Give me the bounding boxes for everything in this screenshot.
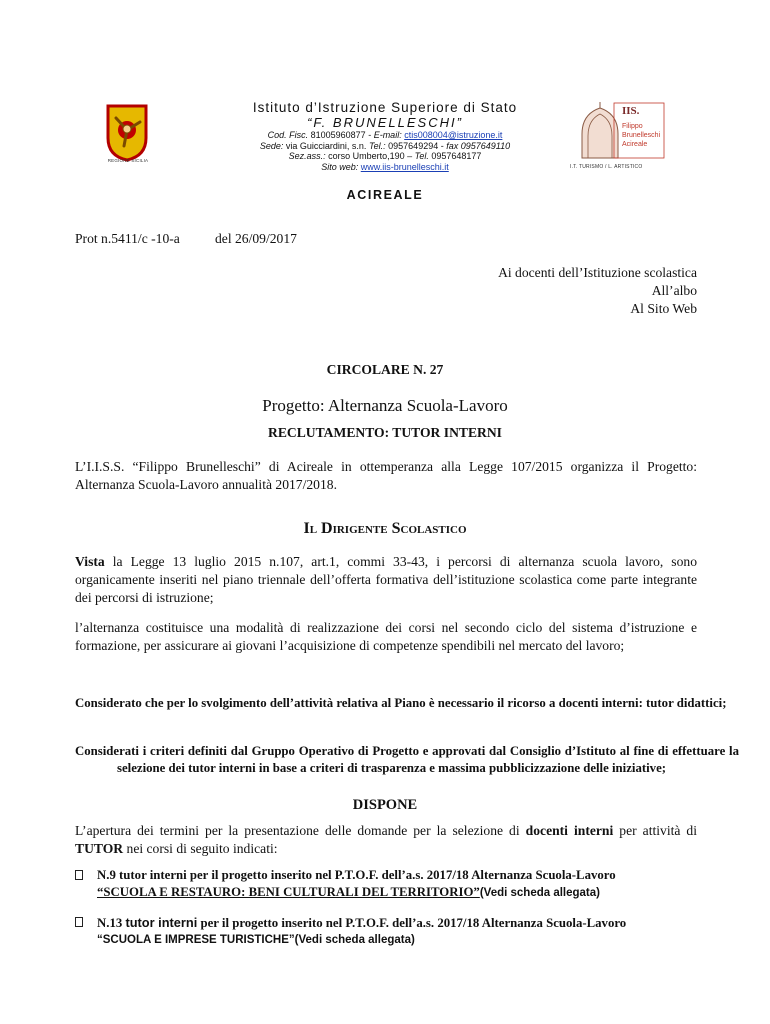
addressee-item: Ai docenti dell’Istituzione scolastica — [498, 265, 697, 280]
institute-header — [215, 100, 555, 172]
bullet-desc: per il progetto inserito nel P.T.O.F. dell’a.s. 2017/18 Alternanza Scuola-Lavoro — [200, 916, 627, 930]
apertura-part3: nei corsi di seguito indicati: — [126, 841, 278, 856]
sezass-label: Sez.ass.: — [288, 151, 326, 161]
regione-sicilia-seal — [104, 102, 150, 162]
addressee-item: All’albo — [651, 283, 697, 298]
dirigente-heading: Il Dirigente Scolastico — [303, 520, 467, 537]
project-title: Progetto: Alternanza Scuola-Lavoro — [262, 396, 508, 415]
sede-line: Sede: via Guicciardini, s.n. Tel.: 0957649294 - fax 0957649110 — [259, 140, 511, 151]
website-link[interactable]: www.iis-brunelleschi.it — [360, 161, 449, 172]
bullet-role: tutor interni — [125, 915, 198, 930]
email-link[interactable]: ctis008004@istruzione.it — [404, 130, 503, 140]
vista-label: Vista — [75, 554, 105, 569]
web-label: Sito web: — [321, 161, 359, 172]
institute-name: “F. BRUNELLESCHI” — [307, 115, 463, 130]
bullet-note: (Vedi scheda allegata) — [479, 887, 600, 899]
checkbox-icon — [75, 870, 83, 880]
sezass-tel-value: 0957648177 — [431, 151, 482, 161]
tel-label: Tel.: — [368, 140, 386, 151]
bullet-title-line — [97, 932, 697, 949]
addressee-item: Al Sito Web — [630, 301, 697, 316]
logo-text-filippo: Filippo — [622, 123, 643, 130]
protocol-date: del 26/09/2017 — [215, 231, 297, 246]
logo-text-iis: IIS. — [622, 105, 640, 117]
circolare-title: CIRCOLARE N. 27 — [326, 362, 444, 377]
apertura-bold1: docenti interni — [525, 823, 614, 838]
logo-text-acireale: Acireale — [622, 141, 648, 148]
bullet-line1 — [97, 914, 697, 932]
protocol-number: Prot n.5411/c -10-a — [75, 231, 180, 246]
apertura-paragraph — [75, 822, 697, 858]
codfisc-label: Cod. Fisc. — [267, 130, 309, 140]
intro-paragraph: L’I.I.S.S. “Filippo Brunelleschi” di Acireale in ottemperanza alla Legge 107/2015 organizza il Progetto: Alternanza Scuola-Lavoro annualità 2017/2018. — [75, 459, 697, 492]
bullet-count: N.13 — [97, 916, 123, 930]
sezass-tel-label: Tel. — [414, 151, 429, 161]
considerati-paragraph: Considerati i criteri definiti dal Gruppo Operativo di Progetto e approvati dal Consiglio d’Istituto al fine di effettuare la selezione dei tutor interni in base a criteri di trasparenza e massima pubblicizzazione delle iniziative; — [75, 744, 739, 775]
sede-value: via Guicciardini, s.n. — [285, 140, 367, 151]
sede-label: Sede: — [259, 140, 284, 151]
apertura-bold2: TUTOR — [75, 841, 124, 856]
seal-caption: REGIONE SICILIA — [107, 158, 149, 163]
list-item — [75, 914, 697, 949]
alternanza-paragraph: l’alternanza costituisce una modalità di realizzazione dei corsi nel secondo ciclo del sistema d’istruzione e formazione, per assicurare ai giovani l’acquisizione di competenze spendibili nel mercato del lavoro; — [75, 620, 697, 653]
bullet-title: “SCUOLA E IMPRESE TURISTICHE” — [97, 934, 295, 946]
vista-paragraph — [75, 553, 697, 607]
bullet-note: (Vedi scheda allegata) — [294, 934, 415, 946]
bullet-title-line — [97, 884, 697, 902]
codfisc-value: 81005960877 — [310, 130, 366, 140]
addressees — [498, 264, 697, 318]
list-item — [75, 867, 697, 902]
codfisc-line: Cod. Fisc. 81005960877 - E-mail: ctis008004@istruzione.it — [267, 130, 503, 140]
bullet-title: “SCUOLA E RESTAURO: BENI CULTURALI DEL TERRITORIO” — [97, 885, 480, 899]
apertura-part2: per attività di — [619, 823, 697, 838]
brunelleschi-logo — [574, 100, 666, 160]
tel-value: 0957649294 — [388, 140, 439, 151]
bullet-line1: N.9 tutor interni per il progetto inserito nel P.T.O.F. dell’a.s. 2017/18 Alternanza Scuola-Lavoro — [97, 868, 616, 882]
considerato-paragraph: Considerato che per lo svolgimento dell’attività relativa al Piano è necessario il ricorso a docenti interni: tutor didattici; — [75, 696, 727, 710]
city-heading: ACIREALE — [346, 188, 424, 202]
apertura-part1: L’apertura dei termini per la presentazione delle domande per la selezione di — [75, 823, 520, 838]
recruitment-heading: RECLUTAMENTO: TUTOR INTERNI — [268, 425, 502, 440]
logo-text-brunelleschi: Brunelleschi — [622, 132, 661, 139]
institute-line1: Istituto d’Istruzione Superiore di Stato — [252, 100, 518, 115]
sezass-value: corso Umberto,190 – — [328, 151, 413, 161]
dispone-heading: DISPONE — [352, 797, 418, 813]
fax-label: fax 0957649110 — [446, 140, 511, 151]
web-line — [215, 162, 555, 173]
logo-caption: I.T. TURISMO / L. ARTISTICO — [570, 164, 643, 170]
checkbox-icon — [75, 917, 83, 927]
email-label: E-mail: — [373, 130, 402, 140]
sezass-line — [215, 151, 555, 162]
vista-text: la Legge 13 luglio 2015 n.107, art.1, commi 33-43, i percorsi di alternanza scuola lavoro, sono organicamente inseriti nel piano triennale dell’offerta formativa dell’istituzione scolastica come parte integrante dei percorsi di istruzione; — [75, 554, 697, 605]
